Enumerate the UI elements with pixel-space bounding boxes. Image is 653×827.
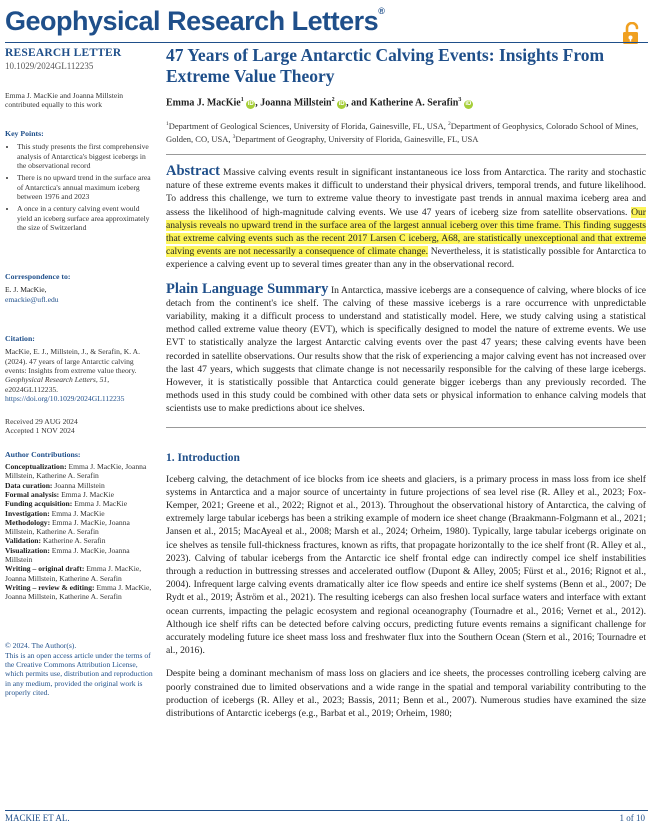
contribution-item: Methodology: Emma J. MacKie, Joanna Millstein, Katherine A. Serafin — [5, 517, 130, 537]
author-name[interactable]: Katherine A. Serafin — [369, 97, 459, 109]
dates — [5, 417, 153, 436]
contribution-item: Writing – original draft: Emma J. MacKie, Joanna Millstein, Katherine A. Serafin — [5, 564, 142, 583]
key-point: • A once in a century calving event would yield an iceberg surface area approximately the size of Switzerland — [17, 204, 153, 232]
author-contributions — [5, 450, 153, 602]
sidebar — [5, 48, 153, 697]
intro-paragraph: Despite being a dominant mechanism of mass loss on glaciers and ice sheets, the processes controlling iceberg calving are poorly constrained due to limited observations and a wide range in the spatial and temporal variability contributing to the production of icebergs (R. Alley et al., 2023; Bassis, 2011; Benn et al., 2007). Numerous studies have examined the size distributions of Antarctic icebergs (e.g., Barbat et al., 2019; Orheim, 1980; — [166, 668, 646, 720]
orcid-icon[interactable]: iD — [465, 101, 472, 108]
abstract: Abstract Massive calving events result in significant instantaneous ice loss from Antarctica. The rarity and stochastic nature of these extreme events makes it difficult to understand their physical drivers, temporal trends, and future likelihood. To address this challenge, we turn to extreme value theory to investigate past trends in annual maxima iceberg area and assess the likelihood of high-magnitude calving events. We use 47 years of iceberg size from satellite observations. Our analysis reveals no upward trend in the surface area of the largest annual iceberg over this time frame. This finding suggests that extreme calving events such as the recent 2017 Larsen C iceberg, A68, are statistically unexceptional and that extreme calving events are not necessarily a consequence of climate change. Nevertheless, it is statistically possible for Antarctica to experience a calving event up to several times greater than any in the observational record. — [166, 162, 646, 271]
author-name[interactable]: Emma J. MacKie — [166, 97, 241, 109]
introduction-heading: 1. Introduction — [166, 451, 240, 464]
article-type: RESEARCH LETTER — [5, 47, 122, 59]
intro-paragraph: Iceberg calving, the detachment of ice blocks from ice sheets and glaciers, is a primary process in mass loss from ice shelf systems in Antarctica and a major source of uncertainty in future projections of sea level rise (R. Alley et al., 2023; Fox-Kemper, 2021; Greene et al., 2022; Rignot et al., 2013). Throughout the observational history of Antarctica, the calving of extremely large tabular icebergs has been a striking example of modern ice sheet change (Braakmann-Folgmann et al., 2021; Jansen et al., 2015; MacAyeal et al., 2008; Marsh et al., 2024; Orheim, 1980). Typically, large tabular icebergs originate on ice shelves as tensile full-thickness fractures, known as rifts, that propagate horizontally to the ice shelf front (R. Alley et al., 2023). Calving of tabular icebergs from the Antarctic ice shelf frontal edge can indirectly compel ice shelf instabilities through a reduction in buttressing stresses and accelerated outflow (Dupont & Alley, 2005; Fürst et al., 2016; Rignot et al., 2004). Infrequent large calving events dramatically alter ice flow speeds and entire ice shelf systems (Benn et al., 2007; De Rydt et al., 2019; Åström et al., 2021). The resulting icebergs can also freshen local surface waters and interface with extant ocean currents, impacting the pelagic ecosystem and regional oceanography (Tournadre et al., 2016; Vernet et al., 2012). Although ice shelf rifts can be detected before calving occurs, predicting future events remains a significant challenge for accurately modeling future ice sheet mass loss and freshwater flux into the Southern Ocean (Stern et al., 2016; Tournadre et al., 2016). — [166, 473, 646, 657]
footer-rule — [5, 810, 648, 811]
equal-contribution-note: Emma J. MacKie and Joanna Millstein contributed equally to this work — [5, 90, 124, 109]
contribution-item: Writing – review & editing: Emma J. MacKie, Joanna Millstein, Katherine A. Serafin — [5, 582, 152, 602]
highlighted-text: Our analysis reveals no upward trend in the surface area of the largest annual iceberg over this time frame. This finding suggests that extreme calving events such as the recent 2017 Larsen C iceberg, A68, are statistically unexceptional and that extreme calving events are not necessarily a consequence of climate change. — [166, 206, 646, 258]
article-title: 47 Years of Large Antarctic Calving Events: Insights From Extreme Value Theory — [166, 45, 605, 86]
journal-title: Geophysical Research Letters® — [5, 6, 385, 36]
received-date: Received 29 AUG 2024 — [5, 417, 78, 427]
contribution-item: Data curation: Joanna Millstein — [5, 480, 105, 490]
citation-doi-link[interactable]: https://doi.org/10.1029/2024GL112235 — [5, 393, 125, 403]
contribution-item: Formal analysis: Emma J. MacKie — [5, 489, 115, 499]
header-rule — [5, 42, 648, 43]
abstract-heading: Abstract — [166, 162, 220, 179]
divider — [166, 427, 646, 428]
author-list: Emma J. MacKie$^1$ iD , Joanna Millstein$^2$ iD , and Katherine A. Serafin$^3$ iD — [166, 97, 472, 109]
contribution-item: Investigation: Emma J. MacKie — [5, 508, 105, 518]
main-content — [166, 45, 646, 720]
license-block — [5, 641, 153, 697]
orcid-icon[interactable]: iD — [247, 101, 254, 108]
correspondence — [5, 272, 153, 304]
author-contributions-heading: Author Contributions: — [5, 449, 81, 459]
license-text[interactable]: This is an open access article under the terms of the Creative Commons Attribution License, which permits use, distribution and reproduction in any medium, provided the original work is properly cited. — [5, 650, 153, 697]
copyright: © 2024. The Author(s). — [5, 641, 77, 651]
orcid-icon[interactable]: iD — [338, 101, 345, 108]
correspondence-name: E. J. MacKie, — [5, 285, 47, 295]
footer-authors: MACKIE ET AL. — [5, 813, 70, 823]
key-point: • This study presents the first comprehensive analysis of Antarctica's biggest icebergs in the observational record — [17, 142, 153, 170]
citation-text: MacKie, E. J., Millstein, J., & Serafin, K. A. (2024). 47 years of large Antarctic calving events: Insights from extreme value theory. Geophysical Research Letters, 51, e2024GL112235. https://doi.org/10.1029/2024GL112235 — [5, 347, 140, 403]
citation-journal: Geophysical Research Letters, 51, — [5, 375, 110, 385]
contribution-item: Validation: Katherine A. Serafin — [5, 536, 106, 546]
author-name[interactable]: Joanna Millstein — [260, 97, 332, 109]
key-points-heading: Key Points: — [5, 129, 44, 139]
correspondence-heading: Correspondence to: — [5, 272, 71, 282]
contribution-item: Visualization: Emma J. MacKie, Joanna Millstein — [5, 545, 130, 564]
contribution-item: Conceptualization: Emma J. MacKie, Joanna Millstein, Katherine A. Serafin — [5, 462, 147, 481]
key-points — [5, 129, 153, 232]
doi: 10.1029/2024GL112235 — [5, 61, 94, 72]
citation-heading: Citation: — [5, 334, 35, 344]
affiliations: $^1$Department of Geological Sciences, University of Florida, Gainesville, FL, USA, $^2$Department of Geophysics, Colorado School of Mines, Golden, CO, USA, $^3$Department of Geography, University of Florida, Gainesville, FL, USA — [166, 121, 639, 144]
accepted-date: Accepted 1 NOV 2024 — [5, 426, 75, 436]
key-point: • There is no upward trend in the surface area of Antarctica's annual maximum iceberg between 1976 and 2023 — [17, 173, 153, 201]
citation — [5, 334, 153, 403]
page-number: 1 of 10 — [619, 813, 645, 823]
correspondence-email-link[interactable]: emackie@ufl.edu — [5, 294, 59, 304]
pls-heading: Plain Language Summary — [166, 280, 329, 297]
contribution-item: Funding acquisition: Emma J. MacKie — [5, 499, 128, 509]
plain-language-summary: Plain Language Summary In Antarctica, massive icebergs are a consequence of calving, where blocks of ice detach from the continent's ice shelf. The calving of these massive icebergs is a rare occurrence with unpredictable variability, making it a difficult process to understand and statistically model. Here, we study calving using a statistical method called extreme value theory (EVT), which is specifically designed to model the nature of extreme events. We use EVT to statistically analyze the largest Antarctic calving events over the past 47 years; these calving events have been recorded in satellite observations. Our results show that the risk of experiencing a major calving event has not increased over the last 47 years, which suggests that climate change is not necessarily responsible for the calving of these large icebergs. However, it is statistically possible that Antarctica could generate bigger icebergs than any previously recorded. The methods used in this study could be combined with other data sets or physical information to enhance calving models that scientists use to make predictions about ice shelves. — [166, 280, 646, 415]
divider — [166, 154, 646, 155]
